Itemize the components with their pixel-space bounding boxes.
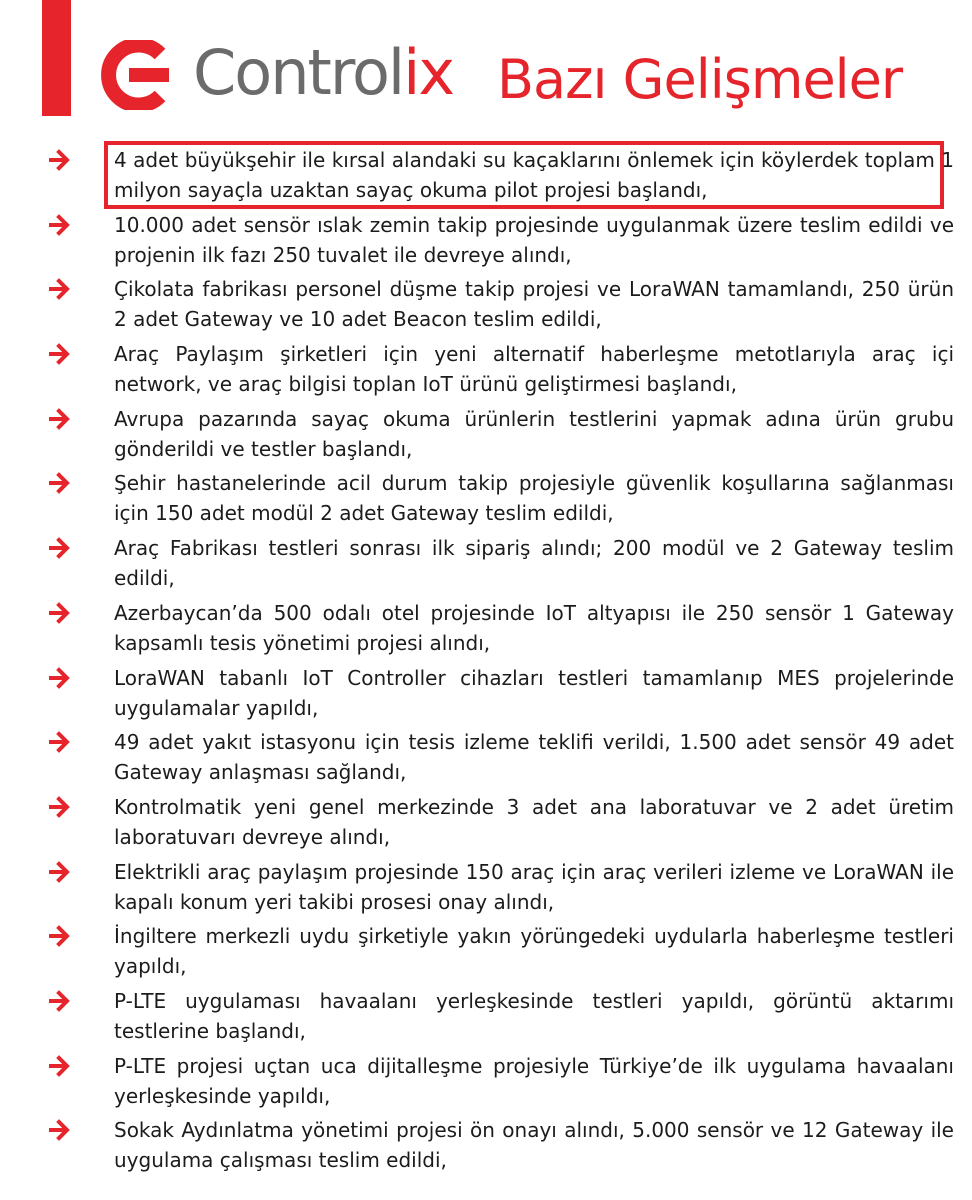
list-item-text: P-LTE uygulaması havaalanı yerleşkesinde testleri yapıldı, görüntü aktarımı testlerine başlandı, <box>114 988 954 1043</box>
arrow-right-icon <box>48 990 70 1012</box>
arrow-right-icon <box>48 667 70 689</box>
arrow-right-icon <box>48 149 70 171</box>
brand-logo-text <box>193 30 453 116</box>
list-item <box>48 404 954 469</box>
list-item <box>48 210 954 275</box>
list-item-text: Kontrolmatik yeni genel merkezinde 3 adet ana laboratuvar ve 2 adet üretim laboratuvarı devreye alındı, <box>114 794 954 849</box>
arrow-right-icon <box>48 343 70 365</box>
list-item <box>48 468 954 533</box>
list-item-text: 10.000 adet sensör ıslak zemin takip projesinde uygulanmak üzere teslim edildi ve projenin ilk fazı 250 tuvalet ile devreye alındı, <box>114 212 954 267</box>
arrow-right-icon <box>48 278 70 300</box>
list-item-text: İngiltere merkezli uydu şirketiyle yakın yörüngedeki uydularla haberleşme testleri yapıldı, <box>114 924 954 979</box>
list-item <box>48 145 954 210</box>
list-item-text: P-LTE projesi uçtan uca dijitalleşme projesiyle Türkiye’de ilk uygulama havaalanı yerleşkesinde yapıldı, <box>114 1053 954 1108</box>
arrow-right-icon <box>48 925 70 947</box>
list-item-text: LoraWAN tabanlı IoT Controller cihazları testleri tamamlanıp MES projelerinde uygulamalar yapıldı, <box>114 665 954 720</box>
list-item <box>48 727 954 792</box>
arrow-right-icon <box>48 537 70 559</box>
list-item <box>48 986 954 1051</box>
list-item <box>48 533 954 598</box>
left-accent-bar <box>42 0 71 116</box>
list-item-text: Şehir hastanelerinde acil durum takip projesiyle güvenlik koşullarına sağlanması için 150 adet modül 2 adet Gateway teslim edildi, <box>114 471 954 526</box>
arrow-right-icon <box>48 1055 70 1077</box>
development-list <box>48 145 954 1180</box>
list-item <box>48 857 954 922</box>
list-item-text: 4 adet büyükşehir ile kırsal alandaki su kaçaklarını önlemek için köylerdek toplam 1 milyon sayaçla uzaktan sayaç okuma pilot projesi başlandı, <box>114 148 954 202</box>
list-item-text: Araç Paylaşım şirketleri için yeni alternatif haberleşme metotlarıyla araç içi network, ve araç bilgisi toplan IoT ürünü geliştirmesi başlandı, <box>114 342 954 397</box>
list-item-text: Azerbaycan’da 500 odalı otel projesinde IoT altyapısı ile 250 sensör 1 Gateway kapsamlı tesis yönetimi projesi alındı, <box>114 600 954 655</box>
list-item-text: Elektrikli araç paylaşım projesinde 150 araç için araç verileri izleme ve LoraWAN ile kapalı konum yeri takibi prosesi onay alındı, <box>114 859 954 914</box>
arrow-right-icon <box>48 214 70 236</box>
list-item <box>48 663 954 728</box>
list-item <box>48 274 954 339</box>
arrow-right-icon <box>48 602 70 624</box>
brand-logo-text-accent: ix <box>403 36 454 109</box>
list-item <box>48 1051 954 1116</box>
list-item <box>48 792 954 857</box>
brand-logo-text-main: Control <box>193 36 404 109</box>
list-item <box>48 598 954 663</box>
list-item-text: 49 adet yakıt istasyonu için tesis izleme teklifi verildi, 1.500 adet sensör 49 adet Gateway anlaşması sağlandı, <box>114 730 954 785</box>
list-item-text: Çikolata fabrikası personel düşme takip projesi ve LoraWAN tamamlandı, 250 ürün 2 adet Gateway ve 10 adet Beacon teslim edildi, <box>114 277 954 332</box>
arrow-right-icon <box>48 861 70 883</box>
arrow-right-icon <box>48 472 70 494</box>
list-item-text: Avrupa pazarında sayaç okuma ürünlerin testlerini yapmak adına ürün grubu gönderildi ve testler başlandı, <box>114 406 954 461</box>
controlix-logo-icon <box>96 40 172 110</box>
list-item <box>48 1115 954 1180</box>
arrow-right-icon <box>48 408 70 430</box>
arrow-right-icon <box>48 1119 70 1141</box>
list-item <box>48 339 954 404</box>
page-title: Bazı Gelişmeler <box>497 48 903 111</box>
list-item-text: Sokak Aydınlatma yönetimi projesi ön onayı alındı, 5.000 sensör ve 12 Gateway ile uygulama çalışması teslim edildi, <box>114 1118 954 1173</box>
arrow-right-icon <box>48 731 70 753</box>
list-item <box>48 921 954 986</box>
list-item-text: Araç Fabrikası testleri sonrası ilk sipariş alındı; 200 modül ve 2 Gateway teslim edildi, <box>114 536 954 591</box>
arrow-right-icon <box>48 796 70 818</box>
